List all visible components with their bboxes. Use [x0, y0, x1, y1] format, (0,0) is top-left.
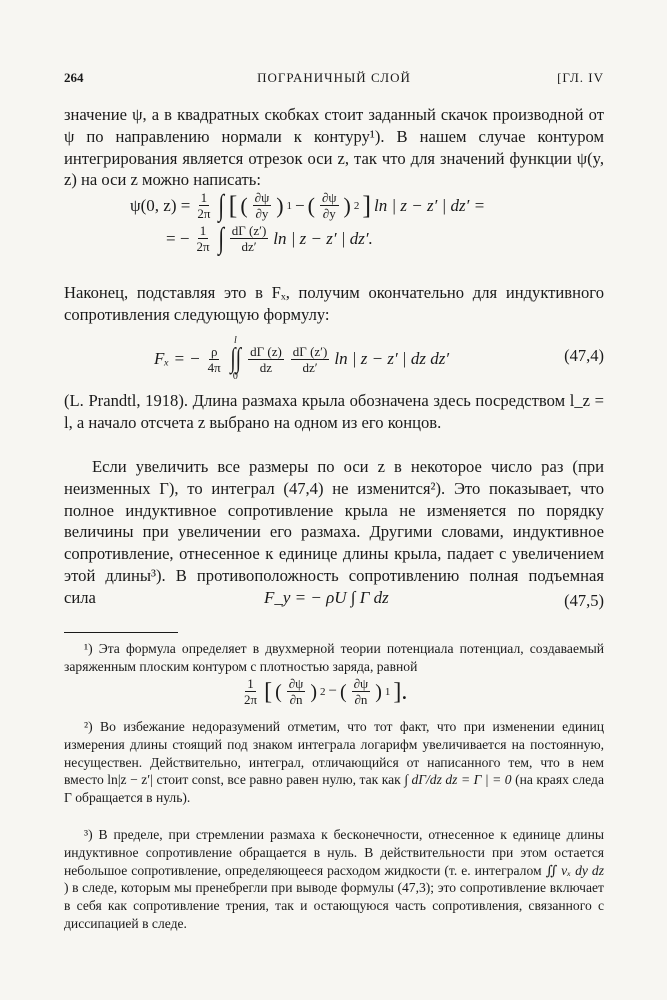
eq1-coef: $\frac{1}{2\pi}$: [197, 190, 211, 221]
equation-number-47-5: (47,5): [564, 591, 604, 610]
footnote-2-tail: (на краях следа Γ обращается в нуль).: [64, 772, 604, 806]
footnote-3: [64, 826, 604, 933]
footnote-3-formula: ∬ vₓ dy dz: [545, 862, 604, 878]
integral-sign: ∫: [218, 188, 225, 222]
footnote-2-formula: ∫ dΓ/dz dz = Γ | = 0: [404, 772, 512, 788]
eq2-lhs: Fₓ = −: [154, 349, 201, 368]
eq1-tail-1: ln | z − z′ | dz′ =: [374, 195, 486, 215]
footnote-divider: [64, 632, 178, 633]
footnote-1: [64, 640, 604, 676]
running-header: [64, 70, 604, 90]
paragraph-1: [64, 104, 604, 191]
footnote-2-text: ²) Во избежание недоразумений отметим, что тот факт, что при изменении единиц измерения длины стоящий под знаком интеграла логарифм увеличивается на постоянную, несуществен. Действительно, интеграл, отличающийся от написанного тем, что в нем вместо ln|z − z′| стоит const, все равно равен нулю, так как: [64, 719, 604, 788]
chapter-label: [ГЛ. IV: [557, 70, 604, 85]
eq1-lhs: ψ(0, z) =: [130, 195, 191, 215]
eq1-deriv-1: $\frac{\partial\psi}{\partial y}$: [254, 190, 270, 221]
paragraph-4-text: Если увеличить все размеры по оси z в некоторое число раз (при неизменных Γ), то интеграл (47,4) не изменится²). Это показывает, что полное индуктивное сопротивление крыла не изменяется по порядку величины при увеличении его размаха. Другими словами, индуктивное сопротивление, отнесенное к единице длины крыла, падает с увеличением этой длины³). В противоположность сопротивлению полная подъемная сила: [64, 457, 604, 607]
paragraph-1-text: значение ψ, а в квадратных скобках стоит заданный скачок производной от ψ по направлению нормали к контуру¹). В нашем случае контуром интегрирования является отрезок оси z, так что для значений функции ψ(y, z) на оси z можно написать:: [64, 105, 604, 190]
eq1-tail-2: ln | z − z′ | dz′.: [273, 228, 373, 248]
eq1-dgamma: $\frac{d\Gamma (z')}{dz'}$: [231, 223, 267, 254]
equation-1-line-2: = − $\frac{1}{2\pi}$ ∫ $\frac{d\Gamma (z')}{dz'}$ ln | z − z′ | dz′.: [166, 221, 373, 255]
equation-47-5: [64, 588, 604, 614]
paragraph-3-text: (L. Prandtl, 1918). Длина размаха крыла обозначена здесь посредством l_z = l, а начало отсчета z выбрано на одном из его концов.: [64, 391, 604, 432]
footnote-1-text: ¹) Эта формула определяет в двухмерной теории потенциала потенциал, создаваемый заряженным плоским контуром с плотностью заряда, равной: [64, 641, 604, 674]
page-number: 264: [64, 70, 84, 85]
paragraph-2: [64, 282, 604, 326]
footnote-1-formula: $\frac{1}{2\pi}$ [ ( $\frac{\partial\psi}{\partial n}$ ) 2 − ( $\frac{\partial\psi}{\partial n}$ ) 1 ].: [244, 676, 408, 707]
equation-1-line-1: ψ(0, z) = $\frac{1}{2\pi}$ ∫ [ ( $\frac{\partial\psi}{\partial y}$ ) 1 − ( $\frac{\partial\psi}{\partial y}$ ) 2 ] ln | z − z′ | dz′ =: [130, 188, 486, 222]
integral-sign: ∫: [217, 221, 224, 255]
paragraph-3: [64, 390, 604, 434]
eq2-tail: ln | z − z′ | dz dz′: [334, 349, 450, 368]
integral-limits: l ∫∫ 0: [230, 335, 241, 382]
footnote-3-text-b: ) в следе, которым мы пренебрегли при выводе формулы (47,3); это сопротивление включает в себя как сопротивление трения, так и остающуюся часть сопротивления, связанного с диссипацией в следе.: [64, 880, 604, 931]
equation-1: [130, 190, 570, 254]
equation-47-4: Fₓ = − $\frac{\rho}{4\pi}$ l ∫∫ 0 $\frac{d\Gamma (z)}{dz}$ $\frac{d\Gamma (z')}{dz'}$ ln | z − z′ | dz dz′ (47,4): [154, 335, 604, 382]
equation-number-47-4: (47,4): [564, 346, 604, 365]
bracket-close: ]: [362, 190, 372, 220]
footnote-3-text-a: ³) В пределе, при стремлении размаха к бесконечности, отнесенное к единице длины индуктивное сопротивление обращается в нуль. В действительности при этом остается небольшое сопротивление, определяющееся расходом жидкости (т. е. интегралом: [64, 827, 604, 878]
bracket-open: [: [228, 190, 238, 220]
paragraph-2-text: Наконец, подставляя это в Fₓ, получим окончательно для индуктивного сопротивления следующую формулу:: [64, 283, 604, 324]
eq1-deriv-2: $\frac{\partial\psi}{\partial y}$: [321, 190, 337, 221]
running-title: ПОГРАНИЧНЫЙ СЛОЙ: [257, 70, 411, 85]
paragraph-4: [64, 456, 604, 609]
eq3-formula: F_y = − ρU ∫ Γ dz: [264, 588, 389, 607]
footnote-2: [64, 718, 604, 807]
